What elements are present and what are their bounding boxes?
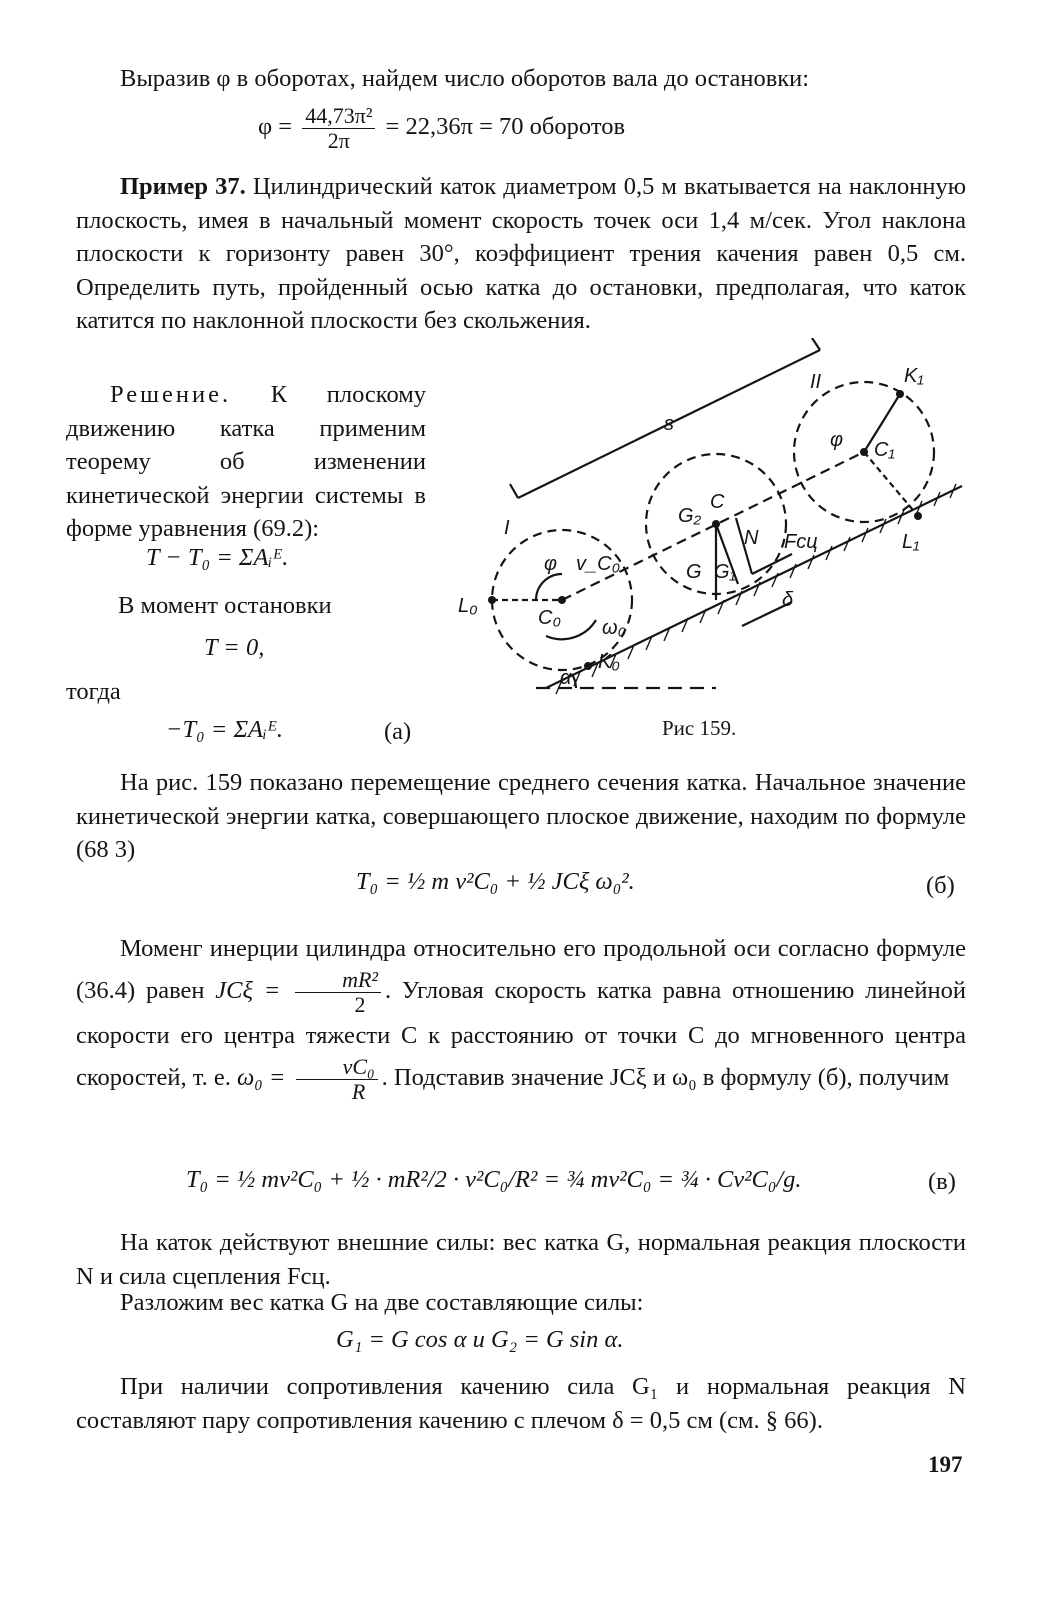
- omega-fraction: [296, 1055, 378, 1104]
- label-II: II: [810, 371, 822, 393]
- label-w0: ω₀: [602, 617, 627, 639]
- label-vC0: v_C₀: [576, 553, 620, 575]
- label-N: N: [744, 527, 759, 549]
- para-decomposition: Разложим вес катка G на две составляющие силы:: [120, 1289, 644, 1316]
- label-L1: L₁: [902, 531, 920, 553]
- stop-text: В момент остановки: [118, 592, 332, 619]
- eq-a: −T₀ = ΣAᵢᴱ.: [166, 716, 283, 743]
- label-L0: L₀: [458, 595, 478, 617]
- label-K1: K₁: [904, 365, 924, 387]
- formula-phi-num: 44,73π²: [302, 104, 375, 129]
- eq-energy: T − T₀ = ΣAᵢᴱ.: [146, 544, 289, 571]
- page-number: 197: [928, 1452, 963, 1477]
- label-phi1: φ: [830, 429, 844, 451]
- label-Fcc: Fсц: [784, 531, 818, 553]
- eq-v-tag: (в): [928, 1168, 956, 1195]
- eq-b-tag: (б): [926, 872, 955, 899]
- figure-159: [446, 338, 966, 708]
- formula-phi-fraction: [302, 104, 375, 153]
- formula-phi-lhs: φ =: [258, 113, 293, 141]
- formula-phi-den: 2π: [327, 128, 350, 153]
- moment-fraction: [295, 968, 381, 1017]
- solution-label: Решение.: [110, 381, 232, 408]
- example-label: Пример 37.: [120, 173, 246, 200]
- omega-frac-den: R: [351, 1079, 366, 1104]
- label-alpha: α: [560, 667, 572, 689]
- label-G1: G₁: [714, 561, 736, 583]
- example-text: Цилиндрический каток диаметром 0,5 м вкатывается на наклонную плоскость, имея в начальный момент скорость точек оси 1,4 м/сек. Угол наклона плоскости к горизонту равен 30°, коэффициент трения качения равен 0,5 см. Определить путь, пройденный осью катка до остановки, предполагая, что каток катится по наклонной плоскости без скольжения.: [76, 173, 966, 334]
- example-37: [76, 170, 966, 338]
- then-text: тогда: [66, 678, 121, 705]
- moment-text-3: . Подставив значение JCξ и ω₀ в формулу (б), получим: [381, 1064, 950, 1092]
- moment-frac-den: 2: [354, 992, 366, 1017]
- moment-text-1: Моменг инерции цилиндра относительно его продольной оси согласно формуле (36.4) равен: [76, 935, 966, 1005]
- solution-text: К плоскому движению катка применим теорему об изменении кинетической энергии системы в форме уравнения (69.2):: [66, 381, 426, 542]
- label-K0: K₀: [598, 651, 620, 673]
- formula-phi: [258, 104, 625, 153]
- figure-caption: Рис 159.: [662, 716, 737, 740]
- label-G: G: [686, 561, 702, 583]
- eq-v: T₀ = ½ mv²C₀ + ½ · mR²/2 · v²C₀/R² = ¾ mv²C₀ = ¾ · Cv²C₀/g.: [186, 1166, 802, 1193]
- para-external-forces: На каток действуют внешние силы: вес катка G, нормальная реакция плоскости N и сила сцепления Fсц.: [76, 1229, 966, 1290]
- omega-frac-num: vC₀: [296, 1055, 378, 1080]
- angle-phi-arc: [536, 574, 562, 600]
- formula-phi-rhs: = 22,36π = 70 оборотов: [385, 113, 626, 141]
- intro-line: Выразив φ в оборотах, найдем число оборотов вала до остановки:: [120, 65, 810, 92]
- eq-g-components: G₁ = G cos α и G₂ = G sin α.: [336, 1326, 624, 1353]
- eq-b: T₀ = ½ m v²C₀ + ½ JCξ ω₀².: [356, 868, 635, 895]
- label-s: s: [664, 413, 674, 435]
- para-figure-description: На рис. 159 показано перемещение среднего сечения катка. Начальное значение кинетической энергии катка, совершающего плоское движение, находим по формуле (68 3): [76, 769, 966, 863]
- label-delta: δ: [782, 589, 794, 611]
- label-C1: C₁: [874, 439, 895, 461]
- label-C: C: [710, 491, 725, 513]
- para-rolling-resistance: При наличии сопротивления качению сила G₁ и нормальная реакция N составляют пару сопротивления качению с плечом δ = 0,5 см (см. § 66).: [76, 1373, 966, 1434]
- label-phi0: φ: [544, 553, 558, 575]
- eq-a-tag: (a): [384, 718, 412, 745]
- moment-text-2: . Угловая скорость катка равна отношению линейной скорости его центра тяжести C к расстоянию от точки C до мгновенного центра скоростей, т. е.: [76, 977, 966, 1092]
- label-G2: G₂: [678, 505, 702, 527]
- omega-zero: ω₀ =: [236, 1064, 286, 1092]
- label-I: I: [504, 517, 510, 539]
- moment-jcz: JCξ =: [215, 977, 281, 1005]
- label-C0: C₀: [538, 607, 561, 629]
- solution-paragraph: [66, 378, 426, 546]
- moment-frac-num: mR²: [295, 968, 381, 993]
- para-moment-of-inertia: [76, 930, 966, 1104]
- eq-T-zero: T = 0,: [204, 634, 265, 661]
